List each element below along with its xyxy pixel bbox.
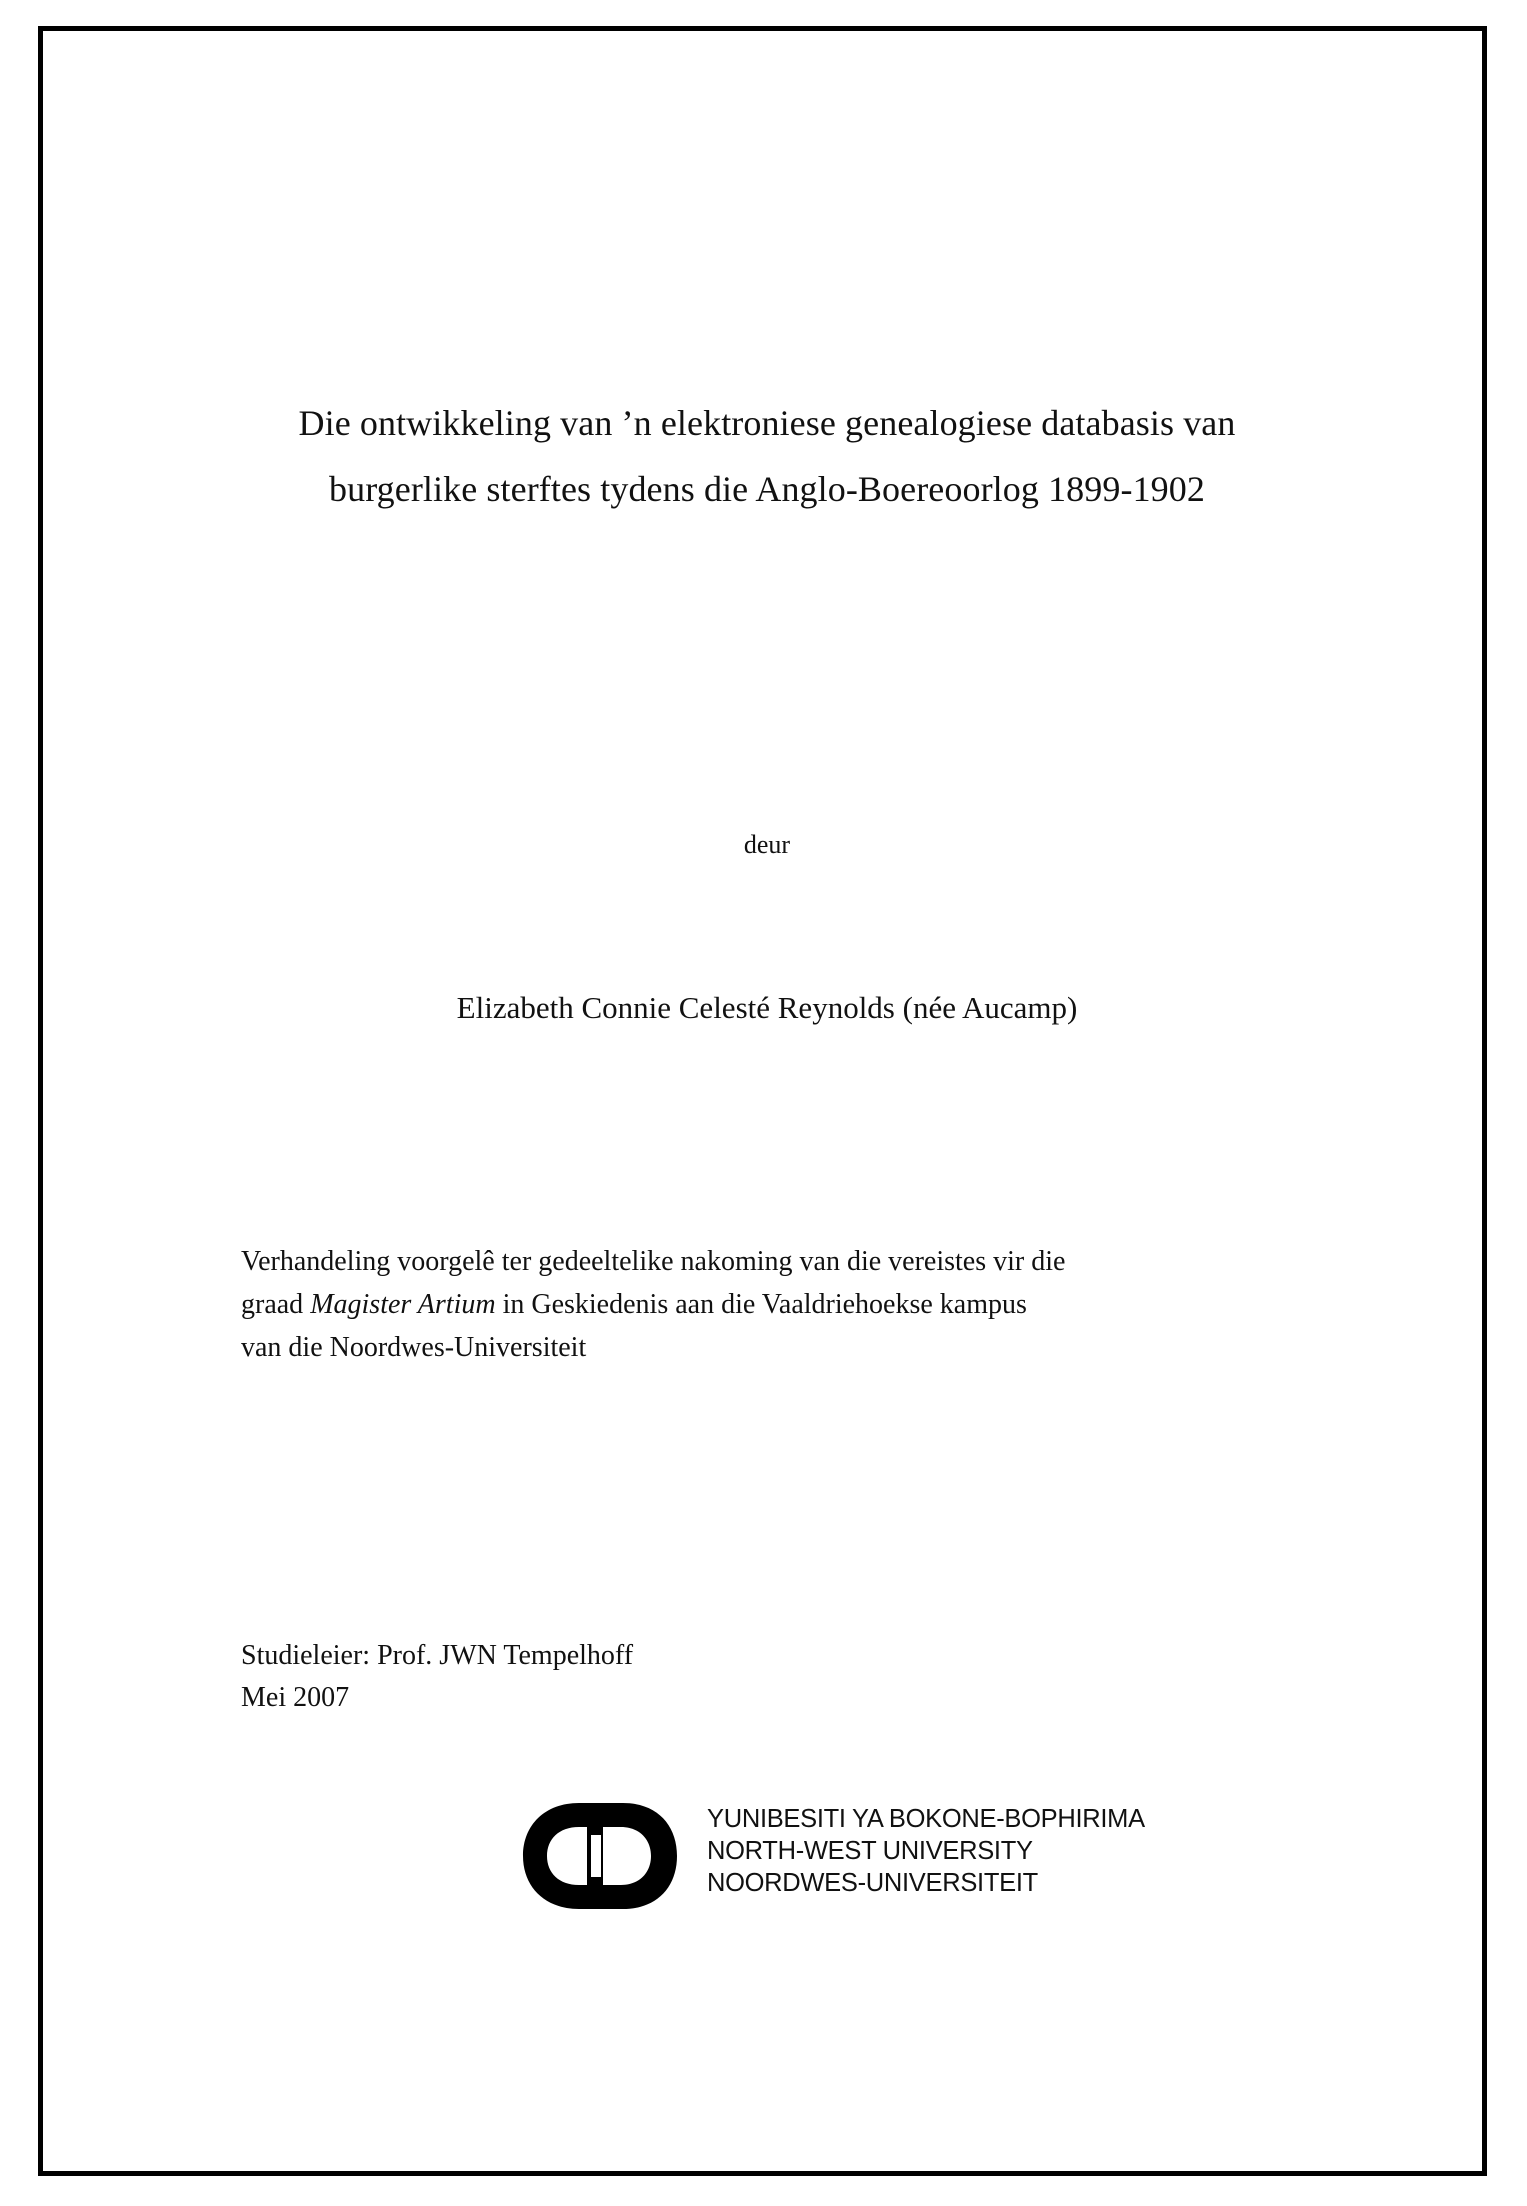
title-line-2: burgerlike sterftes tydens die Anglo-Boereoorlog 1899-1902 <box>329 469 1205 509</box>
degree-statement-line-2 <box>241 1283 1301 1326</box>
north-west-university-logo-icon <box>517 1801 702 1911</box>
author-name: Elizabeth Connie Celesté Reynolds (née Aucamp) <box>456 990 1078 1025</box>
date-line: Mei 2007 <box>241 1682 350 1713</box>
supervisor-line: Studieleier: Prof. JWN Tempelhoff <box>241 1640 634 1671</box>
page-border-frame <box>38 26 1487 2176</box>
thesis-title <box>197 390 1337 522</box>
page-inner-surface <box>47 35 1478 2167</box>
by-label: deur <box>743 830 791 859</box>
title-page-content <box>197 35 1337 2167</box>
logo-text-line-1: YUNIBESITI YA BOKONE-BOPHIRIMA <box>707 1805 1145 1833</box>
university-logo-text <box>707 1803 1145 1899</box>
degree-statement-line-3: van die Noordwes-Universiteit <box>241 1332 587 1363</box>
university-logo <box>517 1795 1217 1925</box>
degree-statement-line-2-before: graad <box>241 1289 311 1320</box>
title-line-1: Die ontwikkeling van ’n elektroniese genealogiese databasis van <box>298 403 1236 443</box>
degree-name-italic: Magister Artium <box>310 1289 496 1320</box>
logo-text-line-3: NOORDWES-UNIVERSITEIT <box>707 1869 1038 1897</box>
degree-statement-line-2-after: in Geskiedenis aan die Vaaldriehoekse kampus <box>495 1289 1027 1320</box>
logo-text-line-2: NORTH-WEST UNIVERSITY <box>707 1837 1033 1865</box>
degree-statement <box>241 1240 1301 1369</box>
supervisor-and-date <box>241 1635 1141 1719</box>
degree-statement-line-1: Verhandeling voorgelê ter gedeeltelike nakoming van die vereistes vir die <box>241 1246 1066 1277</box>
